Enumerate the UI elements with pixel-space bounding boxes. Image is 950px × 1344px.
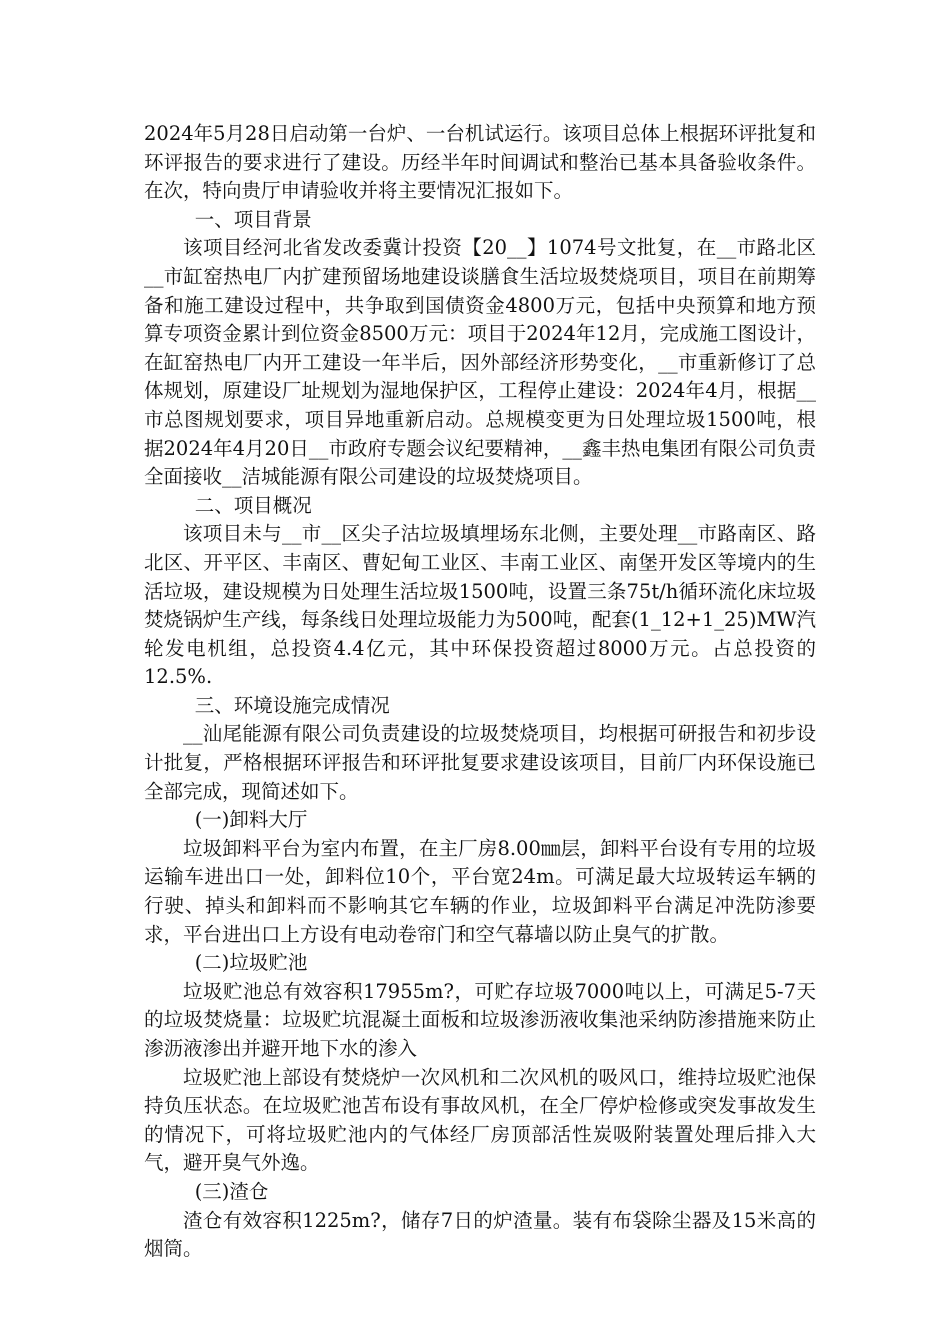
section-heading-overview: 二、项目概况 xyxy=(194,493,312,517)
overview-paragraph: 该项目未与__市__区尖子沽垃圾填埋场东北侧，主要处理__市路南区、路北区、开平区、丰南区、曹妃甸工业区、丰南工业区、南堡开发区等境内的生活垃圾，建设规模为日处理生活垃圾1500吨，设置三条75t/h循环流化床垃圾焚烧锅炉生产线，每条线日处理垃圾能力为500吨，配套(1_12+1_25)MW汽轮发电机组，总投资4.4亿元，其中环保投资超过8000万元。占总投资的12.5%. xyxy=(144,522,816,689)
document-page xyxy=(144,120,816,1264)
subheading-waste-pit: (二)垃圾贮池 xyxy=(194,951,308,975)
slag-bin-paragraph: 渣仓有效容积1225m?，储存7日的炉渣量。装有布袋除尘器及15米高的烟筒。 xyxy=(144,1208,816,1261)
waste-pit-paragraph-1: 垃圾贮池总有效容积17955m?，可贮存垃圾7000吨以上，可满足5-7天的垃圾焚烧量：垃圾贮坑混凝土面板和垃圾渗沥液收集池采纳防渗措施来防止渗沥液渗出并避开地下水的渗入 xyxy=(144,979,816,1060)
intro-paragraph: 2024年5月28日启动第一台炉、一台机试运行。该项目总体上根据环评批复和环评报告的要求进行了建设。历经半年时间调试和整治已基本具备验收条件。在次，特向贵厅申请验收并将主要情况汇报如下。 xyxy=(144,122,816,203)
subheading-unloading-hall: (一)卸料大厅 xyxy=(194,808,308,832)
section-heading-background: 一、项目背景 xyxy=(194,207,312,231)
facilities-paragraph: __汕尾能源有限公司负责建设的垃圾焚烧项目，均根据可研报告和初步设计批复，严格根据环评报告和环评批复要求建设该项目，目前厂内环保设施已全部完成，现简述如下。 xyxy=(144,722,816,803)
unloading-hall-paragraph: 垃圾卸料平台为室内布置，在主厂房8.00㎜层，卸料平台设有专用的垃圾运输车进出口一处，卸料位10个，平台宽24m。可满足最大垃圾转运车辆的行驶、掉头和卸料而不影响其它车辆的作业，垃圾卸料平台满足冲洗防渗要求，平台进出口上方设有电动卷帘门和空气幕墙以防止臭气的扩散。 xyxy=(144,836,816,946)
subheading-slag-bin: (三)渣仓 xyxy=(194,1179,269,1203)
section-heading-facilities: 三、环境设施完成情况 xyxy=(194,693,390,717)
waste-pit-paragraph-2: 垃圾贮池上部设有焚烧炉一次风机和二次风机的吸风口，维持垃圾贮池保持负压状态。在垃圾贮池苫布设有事故风机，在全厂停炉检修或突发事故发生的情况下，可将垃圾贮池内的气体经厂房顶部活性炭吸附装置处理后排入大气，避开臭气外逸。 xyxy=(144,1065,816,1175)
background-paragraph: 该项目经河北省发改委冀计投资【20__】1074号文批复，在__市路北区__市缸窑热电厂内扩建预留场地建设谈膳食生活垃圾焚烧项目，项目在前期筹备和施工建设过程中，共争取到国债资金4800万元，包括中央预算和地方预算专项资金累计到位资金8500万元：项目于2024年12月，完成施工图设计，在缸窑热电厂内开工建设一年半后，因外部经济形势变化，__市重新修订了总体规划，原建设厂址规划为湿地保护区，工程停止建设：2024年4月，根据__市总图规划要求，项目异地重新启动。总规模变更为日处理垃圾1500吨，根据2024年4月20日__市政府专题会议纪要精神，__鑫丰热电集团有限公司负责全面接收__洁城能源有限公司建设的垃圾焚烧项目。 xyxy=(144,236,816,489)
